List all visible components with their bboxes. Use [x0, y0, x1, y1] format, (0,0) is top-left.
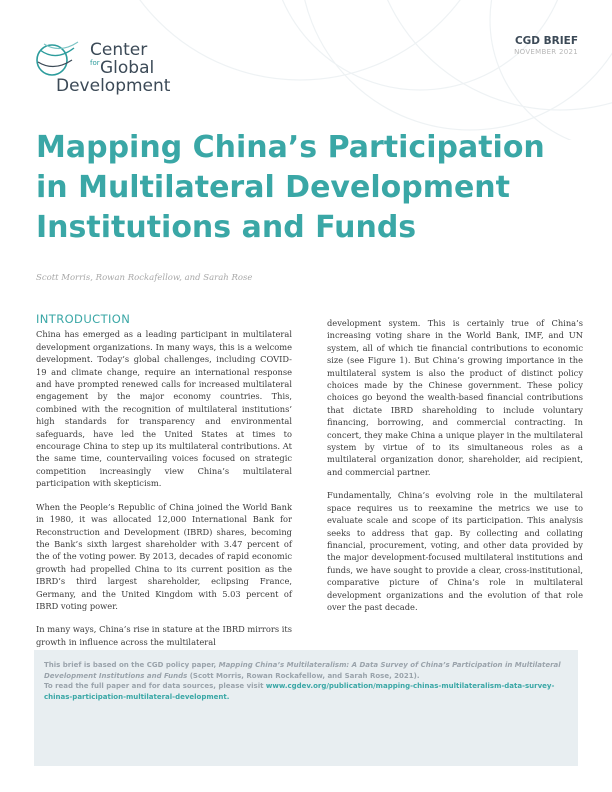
- footer-paper-authors: (Scott Morris, Rowan Rockafellow, and Sarah Rose, 2021).: [187, 671, 420, 680]
- paragraph: Fundamentally, China’s evolving role in the multilateral space requires us to reexamine the metrics we use to evaluate scale and scope of its participation. This analysis seeks to address that gap. By collecting and collating financial, procurement, voting, and other data provided by the major development-focused multilateral institutions and funds, we have sought to provide a clear, cross-institutional, comparative picture of China’s role in multilateral development organizations and the evolution of that role over the past decade.: [327, 490, 583, 612]
- brief-label: CGD BRIEF: [514, 35, 578, 47]
- paragraph: development system. This is certainly true of China’s increasing voting share in the World Bank, IMF, and UN system, all of which tie financial contributions to economic size (see Figure 1). But China’s growing importance in the multilateral system is also the product of distinct policy choices made by the Chinese government. These policy choices go beyond the wealth-based financial contributions that dictate IBRD shareholding to include voluntary financing, borrowing, and commercial contracting. In concert, they make China a unique player in the multilateral system by virtue of to its simultaneous roles as a multilateral organization donor, shareholder, aid recipient, and commercial partner.: [327, 318, 583, 477]
- footer-url-link[interactable]: www.cgdev.org/publication/mapping-chinas-multilateralism-data-survey-chinas-participation-multilateral-development.: [44, 682, 555, 701]
- footer-paper-title: Mapping China’s Multilateralism: A Data Survey of China’s Participation in Multilateral Development Institutions and Funds: [44, 661, 561, 680]
- cgd-logo: [34, 38, 174, 98]
- paragraph: In many ways, China’s rise in stature at the IBRD mirrors its growth in influence across the multilateral: [36, 624, 292, 647]
- footer-note: [34, 650, 578, 766]
- footer-intro: This brief is based on the CGD policy paper,: [44, 661, 219, 669]
- footer-visit-text: To read the full paper and for data sources, please visit: [44, 682, 266, 691]
- left-column: [36, 313, 292, 659]
- section-heading: INTRODUCTION: [36, 312, 131, 326]
- page-title: Mapping China’s Participation in Multilateral Development Institutions and Funds: [36, 130, 545, 245]
- logo-text-for: for: [90, 59, 100, 67]
- logo-text-development: Development: [56, 76, 171, 96]
- right-column: [327, 317, 583, 624]
- globe-logo-icon: [34, 40, 84, 80]
- brief-date: NOVEMBER 2021: [514, 48, 578, 56]
- logo-text-center: Center: [90, 40, 148, 60]
- paragraph: China has emerged as a leading participant in multilateral development organizations. In many ways, this is a welcome development. Today’s global challenges, including COVID-19 and climate change, require an international response and have prompted renewed calls for increased multilateral engagement by the major economy countries. This, combined with the recognition of multilateral institutions’ high standards for transparency and environmental safeguards, have led the United States at times to encourage China to step up its multilateral contributions. At the same time, countervailing voices focused on strategic competition increasingly view China’s multilateral participation with skepticism.: [36, 329, 292, 489]
- authors: Scott Morris, Rowan Rockafellow, and Sarah Rose: [36, 273, 253, 283]
- paragraph: When the People’s Republic of China joined the World Bank in 1980, it was allocated 12,000 International Bank for Reconstruction and Development (IBRD) shares, becoming the Bank’s sixth largest shareholder with 3.47 percent of the of the voting power. By 2013, decades of rapid economic growth had propelled China to its current position as the IBRD’s third largest shareholder, eclipsing France, Germany, and the United Kingdom with 5.03 percent of IBRD voting power.: [36, 501, 292, 611]
- logo-text-global: Global: [100, 58, 155, 78]
